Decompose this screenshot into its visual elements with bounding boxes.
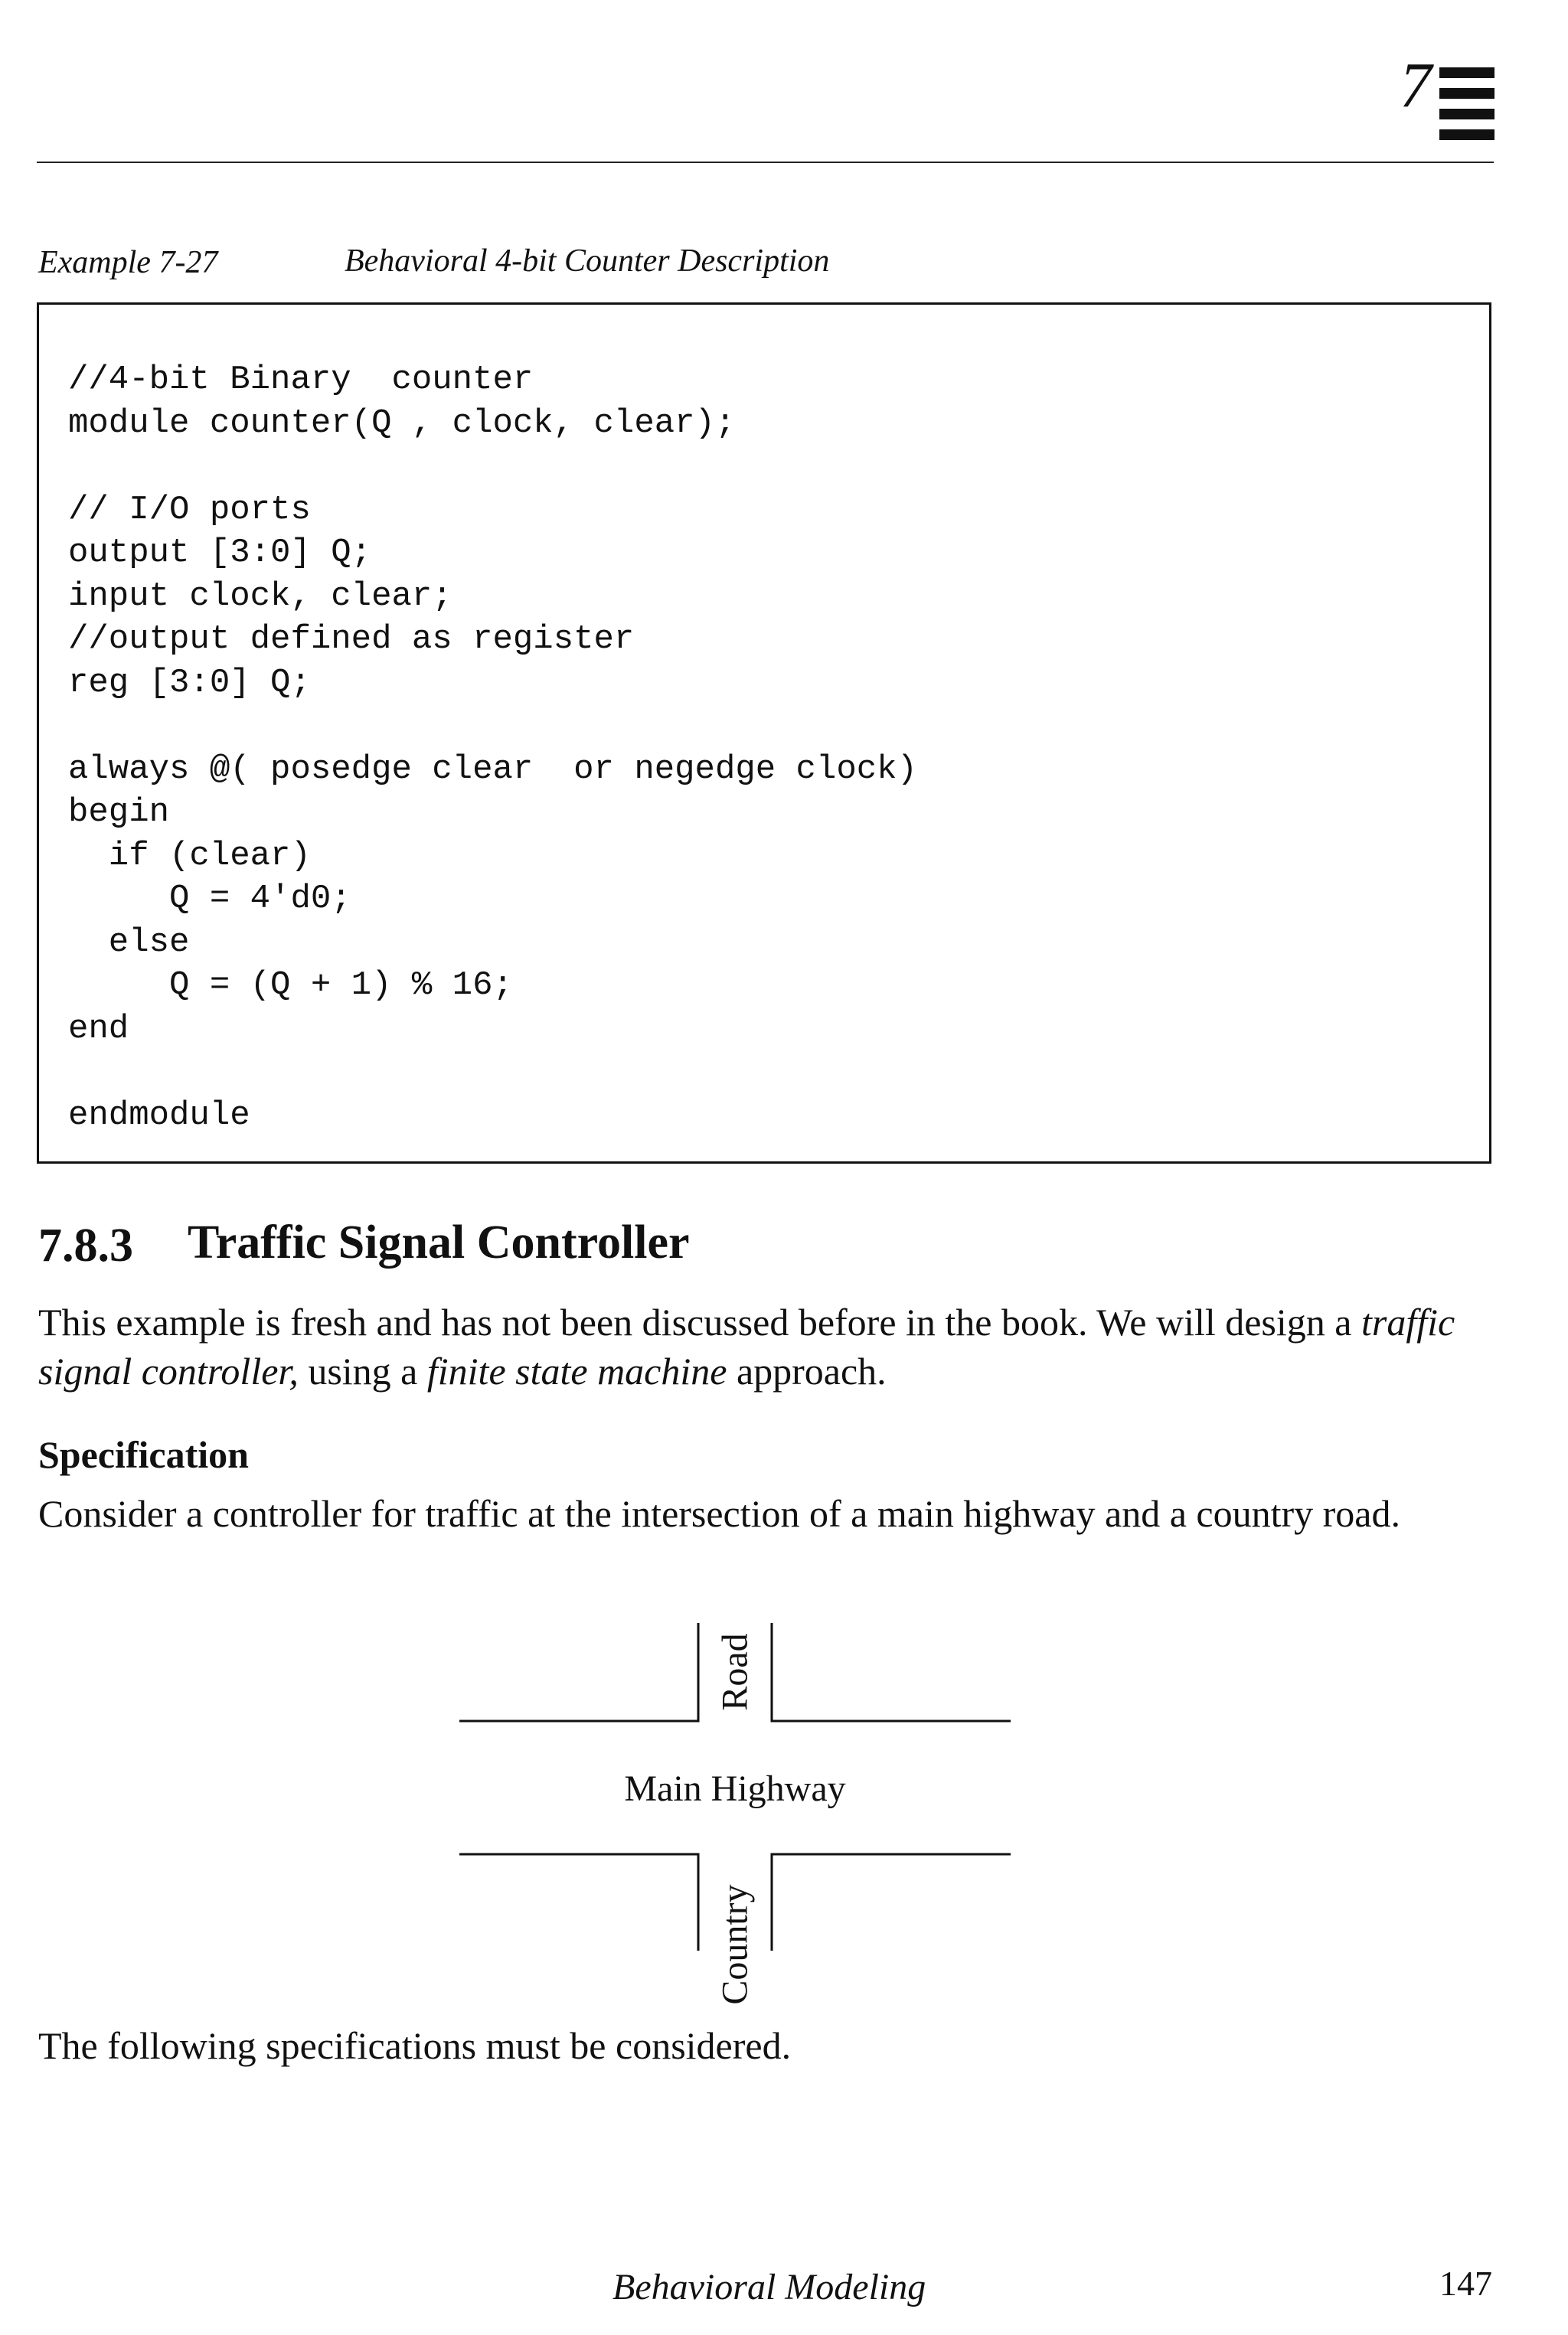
section-number: 7.8.3	[38, 1220, 133, 1272]
intro-term-traffic-signal-controller: traffic signal controller,	[38, 1301, 1455, 1393]
specification-heading: Specification	[38, 1433, 249, 1476]
road-edge-top-right	[772, 1623, 1011, 1721]
example-title: Behavioral 4-bit Counter Description	[345, 243, 830, 279]
intro-paragraph	[38, 1298, 1478, 1396]
header-rule	[37, 162, 1494, 163]
chapter-tab-marker	[1439, 67, 1494, 141]
page-number: 147	[1439, 2264, 1492, 2303]
country-label: Country	[714, 1884, 756, 2005]
intersection-drawing	[429, 1608, 1041, 2006]
road-edge-bottom-left	[459, 1854, 698, 1951]
footer-title: Behavioral Modeling	[612, 2267, 926, 2307]
road-edge-bottom-right	[772, 1854, 1011, 1951]
code-listing-box	[37, 302, 1491, 1164]
example-number: Example 7-27	[38, 245, 218, 280]
intro-text-3: approach.	[727, 1350, 887, 1393]
section-title: Traffic Signal Controller	[188, 1216, 690, 1269]
intro-term-finite-state-machine: finite state machine	[426, 1350, 727, 1393]
closing-paragraph: The following specifications must be considered.	[38, 2024, 792, 2067]
intro-text-2: using a	[298, 1350, 427, 1393]
code-listing: //4-bit Binary counter module counter(Q , clock, clear); // I/O ports output [3:0] Q; input clock, clear; //output defined as register reg [3:0] Q; always @( posedge clear or negedge clock) begin if (clear) Q = 4'd0; else Q = (Q + 1) % 16; end endmodule	[68, 361, 917, 1135]
specification-paragraph: Consider a controller for traffic at the intersection of a main highway and a country road.	[38, 1492, 1401, 1535]
road-label: Road	[714, 1633, 756, 1711]
intersection-diagram	[429, 1608, 1041, 2006]
main-highway-label: Main Highway	[624, 1768, 846, 1809]
road-edge-top-left	[459, 1623, 698, 1721]
chapter-number: 7	[1400, 50, 1432, 121]
intro-text-1: This example is fresh and has not been discussed before in the book. We will design a	[38, 1301, 1361, 1344]
